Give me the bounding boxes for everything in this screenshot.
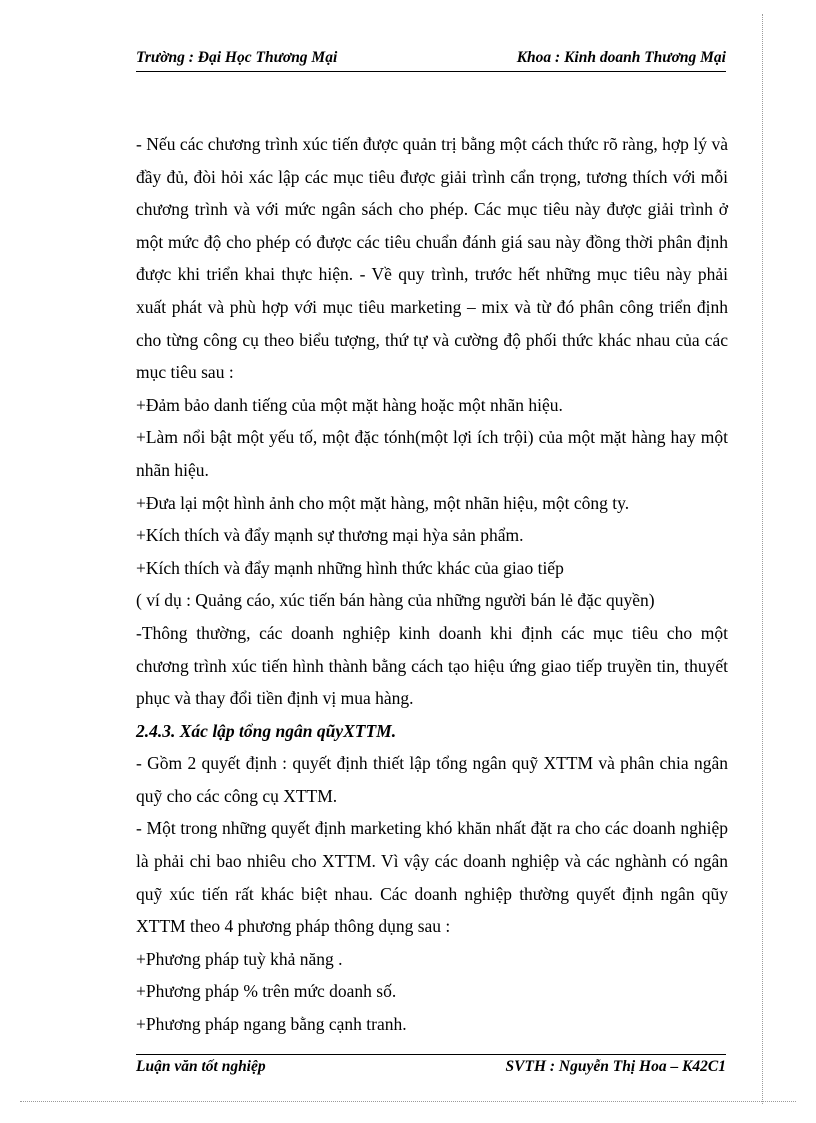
- list-item: +Phương pháp % trên mức doanh số.: [136, 981, 397, 1002]
- section-heading: 2.4.3. Xác lập tổng ngân qũyXTTM.: [136, 720, 397, 741]
- footer-student-info: SVTH : Nguyễn Thị Hoa – K42C1: [505, 1058, 726, 1075]
- paragraph-usual: -Thông thường, các doanh nghiệp kinh doanh khi định các mục tiêu cho một chương trình xúc tiến hình thành bằng cách tạo hiệu ứng giao tiếp truyền tin, thuyết phục và thay đổi tiền định vị mua hàng.: [136, 622, 728, 709]
- document-body: [136, 128, 728, 1041]
- paragraph-objectives: - Nếu các chương trình xúc tiến được quản trị bằng một cách thức rõ ràng, hợp lý và đầy đủ, đòi hỏi xác lập các mục tiêu được giải trình cẩn trọng, tương thích với mỗi chương trình và với mức ngân sách cho phép. Các mục tiêu này được giải trình ở một mức độ cho phép có được các tiêu chuẩn đánh giá sau này đồng thời phân định được khi triển khai thực hiện. - Về quy trình, trước hết những mục tiêu này phải xuất phát và phù hợp với mục tiêu marketing – mix và từ đó phân công triển định cho từng công cụ theo biểu tượng, thứ tự và cường độ phối thức khác nhau của các mục tiêu sau :: [136, 134, 728, 383]
- list-item: +Kích thích và đẩy mạnh những hình thức khác của giao tiếp: [136, 557, 564, 578]
- paragraph-budget-decisions: - Gồm 2 quyết định : quyết định thiết lập tổng ngân quỹ XTTM và phân chia ngân quỹ cho các công cụ XTTM.: [136, 753, 728, 806]
- page-border-bottom: [20, 1101, 796, 1102]
- list-item: +Đưa lại một hình ảnh cho một mặt hàng, một nhãn hiệu, một công ty.: [136, 492, 630, 513]
- footer-thesis-label: Luận văn tốt nghiệp: [136, 1058, 266, 1075]
- page-border-right: [762, 14, 763, 1104]
- list-item: +Đảm bảo danh tiếng của một mặt hàng hoặc một nhãn hiệu.: [136, 394, 563, 415]
- list-item: +Phương pháp ngang bằng cạnh tranh.: [136, 1014, 407, 1035]
- header-faculty: Khoa : Kinh doanh Thương Mại: [516, 49, 726, 66]
- header-school: Trường : Đại Học Thương Mại: [136, 49, 338, 66]
- page-footer: [136, 1056, 726, 1080]
- footer-divider: [136, 1054, 726, 1055]
- paragraph-budget-methods: - Một trong những quyết định marketing khó khăn nhất đặt ra cho các doanh nghiệp là phải chi bao nhiêu cho XTTM. Vì vậy các doanh nghiệp và các nghành có ngân quỹ xúc tiến rất khác biệt nhau. Các doanh nghiệp thường quyết định ngân qũy XTTM theo 4 phương pháp thông dụng sau :: [136, 818, 728, 937]
- list-item: +Phương pháp tuỳ khả năng .: [136, 948, 343, 969]
- list-item: +Kích thích và đẩy mạnh sự thương mại hỳa sản phẩm.: [136, 525, 524, 546]
- example-note: ( ví dụ : Quảng cáo, xúc tiến bán hàng của những người bán lẻ đặc quyền): [136, 590, 655, 611]
- list-item: +Làm nổi bật một yếu tố, một đặc tónh(một lợi ích trội) của một mặt hàng hay một nhãn hiệu.: [136, 427, 728, 480]
- page-header: [136, 47, 726, 72]
